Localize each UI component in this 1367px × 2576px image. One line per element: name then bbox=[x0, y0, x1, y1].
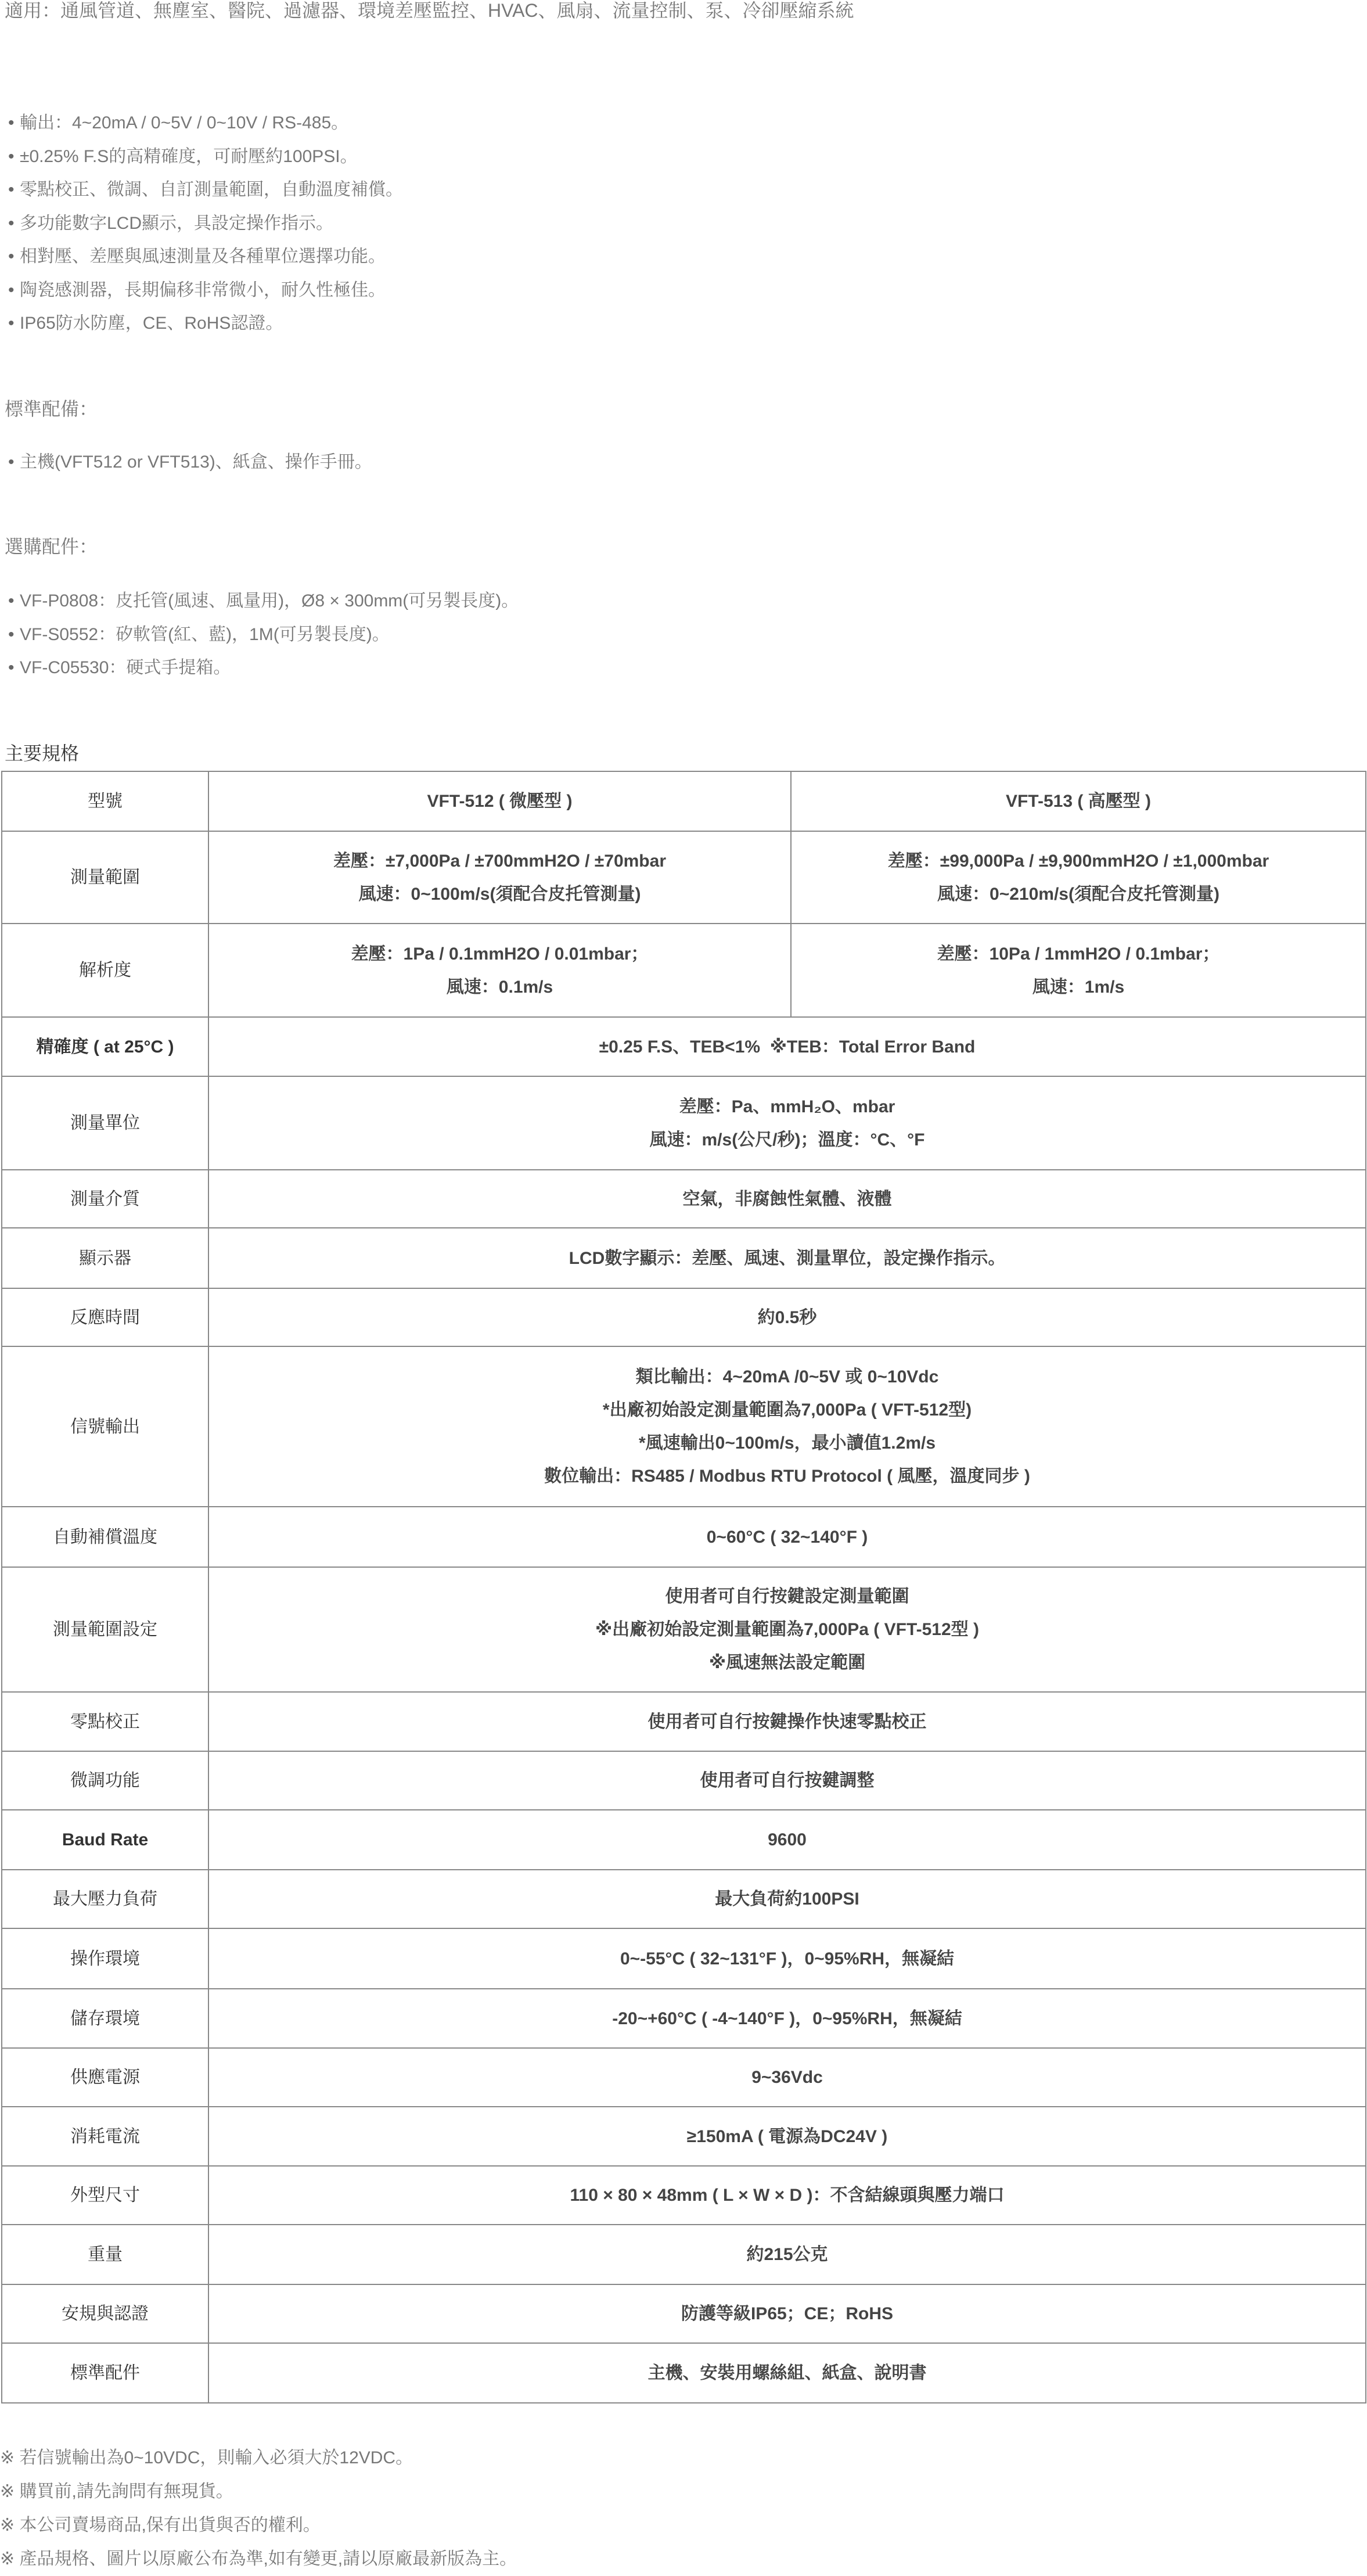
spec-line: *出廠初始設定測量範圍為7,000Pa ( VFT-512型) bbox=[602, 1400, 972, 1420]
spec-label: 顯示器 bbox=[2, 1228, 208, 1288]
spec-label: 外型尺寸 bbox=[2, 2166, 208, 2225]
table-row bbox=[2, 1751, 1366, 1810]
spec-label: 安規與認證 bbox=[2, 2284, 208, 2343]
feature-item: • IP65防水防塵，CE、RoHS認證。 bbox=[8, 307, 403, 340]
spec-line: 差壓：Pa、mmH₂O、mbar bbox=[679, 1097, 895, 1116]
spec-label: 消耗電流 bbox=[2, 2107, 208, 2166]
spec-line: 差壓：10Pa / 1mmH2O / 0.1mbar； bbox=[937, 944, 1220, 964]
spec-value bbox=[208, 2225, 1366, 2284]
spec-label: 測量範圍 bbox=[2, 831, 208, 924]
spec-line: 9~36Vdc bbox=[751, 2068, 823, 2087]
table-row bbox=[2, 1288, 1366, 1346]
spec-line: 差壓：1Pa / 0.1mmH2O / 0.01mbar； bbox=[351, 944, 649, 964]
spec-label: 重量 bbox=[2, 2225, 208, 2284]
spec-value bbox=[208, 1170, 1366, 1228]
table-row bbox=[2, 2048, 1366, 2107]
model-header: VFT-512 ( 微壓型 ) bbox=[208, 771, 791, 831]
applications-text: 適用：通風管道、無塵室、醫院、過濾器、環境差壓監控、HVAC、風扇、流量控制、泵、冷卻壓縮系統 bbox=[5, 0, 854, 21]
spec-value bbox=[208, 1346, 1366, 1507]
table-row bbox=[2, 1870, 1366, 1928]
spec-label: 型號 bbox=[2, 771, 208, 831]
specifications-table bbox=[1, 771, 1366, 2403]
footnote: ※ 若信號輸出為0~10VDC，則輸入必須大於12VDC。 bbox=[0, 2448, 413, 2467]
spec-value bbox=[208, 1810, 1366, 1870]
footnote: ※ 購買前,請先詢問有無現貨。 bbox=[0, 2482, 233, 2501]
spec-value bbox=[208, 1567, 1366, 1692]
spec-label: 自動補償溫度 bbox=[2, 1507, 208, 1567]
spec-value bbox=[208, 2107, 1366, 2166]
spec-line: ※風速無法設定範圍 bbox=[708, 1653, 866, 1672]
feature-item: • 多功能數字LCD顯示，具設定操作指示。 bbox=[8, 207, 403, 240]
table-row bbox=[2, 2107, 1366, 2166]
optional-accessories-list bbox=[8, 584, 519, 685]
spec-line: 使用者可自行按鍵調整 bbox=[700, 1771, 875, 1790]
spec-value bbox=[208, 1870, 1366, 1928]
spec-value bbox=[791, 924, 1366, 1017]
spec-line: 風速：0.1m/s bbox=[446, 977, 553, 997]
spec-value bbox=[208, 1507, 1366, 1567]
spec-line: 風速：1m/s bbox=[1032, 977, 1125, 997]
spec-label: 測量範圍設定 bbox=[2, 1567, 208, 1692]
spec-line: 9600 bbox=[768, 1830, 807, 1849]
spec-value bbox=[208, 1928, 1366, 1989]
spec-line: 最大負荷約100PSI bbox=[715, 1889, 859, 1909]
spec-value bbox=[791, 831, 1366, 924]
spec-value bbox=[208, 1288, 1366, 1346]
spec-label: 標準配件 bbox=[2, 2343, 208, 2403]
spec-label: 測量單位 bbox=[2, 1076, 208, 1170]
spec-line: 主機、安裝用螺絲組、紙盒、說明書 bbox=[647, 2363, 927, 2383]
standard-equipment-item: • 主機(VFT512 or VFT513)、紙盒、操作手冊。 bbox=[8, 445, 372, 479]
spec-label: 零點校正 bbox=[2, 1692, 208, 1751]
spec-line: 風速：0~100m/s(須配合皮托管測量) bbox=[358, 884, 641, 904]
feature-item: • 陶瓷感測器，長期偏移非常微小，耐久性極佳。 bbox=[8, 274, 403, 307]
spec-line: 差壓：±7,000Pa / ±700mmH2O / ±70mbar bbox=[333, 851, 666, 871]
spec-value bbox=[208, 924, 791, 1017]
spec-label: 信號輸出 bbox=[2, 1346, 208, 1507]
spec-value bbox=[208, 1228, 1366, 1288]
spec-line: LCD數字顯示：差壓、風速、測量單位，設定操作指示。 bbox=[569, 1248, 1006, 1268]
table-row bbox=[2, 771, 1366, 831]
table-row bbox=[2, 1228, 1366, 1288]
spec-value bbox=[208, 1751, 1366, 1810]
spec-line: 風速：0~210m/s(須配合皮托管測量) bbox=[937, 884, 1219, 904]
spec-line: 防護等級IP65；CE；RoHS bbox=[681, 2304, 894, 2323]
spec-line: 空氣，非腐蝕性氣體、液體 bbox=[682, 1189, 892, 1209]
footnote: ※ 本公司賣場商品,保有出貨與否的權利。 bbox=[0, 2516, 321, 2535]
spec-label: 微調功能 bbox=[2, 1751, 208, 1810]
table-row bbox=[2, 1170, 1366, 1228]
spec-value bbox=[208, 1692, 1366, 1751]
table-row bbox=[2, 1567, 1366, 1692]
table-row bbox=[2, 2343, 1366, 2403]
footnotes bbox=[0, 2441, 517, 2576]
spec-line: ※出廠初始設定測量範圍為7,000Pa ( VFT-512型 ) bbox=[595, 1620, 979, 1639]
optional-accessories-heading: 選購配件： bbox=[5, 536, 98, 557]
spec-label: Baud Rate bbox=[2, 1810, 208, 1870]
spec-label: 儲存環境 bbox=[2, 1989, 208, 2048]
optional-accessory-item: • VF-C05530：硬式手提箱。 bbox=[8, 651, 519, 685]
table-row bbox=[2, 1989, 1366, 2048]
spec-value bbox=[208, 2284, 1366, 2343]
feature-item: • 輸出：4~20mA / 0~5V / 0~10V / RS-485。 bbox=[8, 106, 403, 140]
optional-accessory-item: • VF-S0552：矽軟管(紅、藍)，1M(可另製長度)。 bbox=[8, 618, 519, 652]
table-row bbox=[2, 831, 1366, 924]
spec-line: 0~60°C ( 32~140°F ) bbox=[706, 1527, 868, 1547]
spec-line: ≥150mA ( 電源為DC24V ) bbox=[686, 2126, 888, 2146]
spec-value bbox=[208, 1076, 1366, 1170]
optional-accessory-item: • VF-P0808：皮托管(風速、風量用)，Ø8 × 300mm(可另製長度)。 bbox=[8, 584, 519, 618]
spec-value bbox=[208, 1989, 1366, 2048]
feature-item: • ±0.25% F.S的高精確度，可耐壓約100PSI。 bbox=[8, 140, 403, 174]
spec-value bbox=[208, 2343, 1366, 2403]
spec-line: 0~-55°C ( 32~131°F )，0~95%RH，無凝結 bbox=[620, 1949, 955, 1968]
spec-value bbox=[208, 2048, 1366, 2107]
standard-equipment-list bbox=[8, 445, 372, 479]
spec-line: -20~+60°C ( -4~140°F )，0~95%RH，無凝結 bbox=[612, 2009, 962, 2028]
table-row bbox=[2, 924, 1366, 1017]
spec-value bbox=[208, 831, 791, 924]
spec-line: 使用者可自行按鍵設定測量範圍 bbox=[665, 1587, 909, 1606]
spec-label: 供應電源 bbox=[2, 2048, 208, 2107]
footnote: ※ 產品規格、圖片以原廠公布為準,如有變更,請以原廠最新版為主。 bbox=[0, 2549, 517, 2568]
feature-item: • 零點校正、微調、自訂測量範圍，自動溫度補償。 bbox=[8, 173, 403, 207]
spec-value bbox=[208, 1017, 1366, 1076]
spec-line: 使用者可自行按鍵操作快速零點校正 bbox=[647, 1712, 927, 1731]
standard-equipment-heading: 標準配備： bbox=[5, 398, 98, 419]
spec-line: 數位輸出：RS485 / Modbus RTU Protocol ( 風壓，溫度同步 ) bbox=[544, 1467, 1030, 1486]
spec-line: 差壓：±99,000Pa / ±9,900mmH2O / ±1,000mbar bbox=[887, 851, 1269, 871]
spec-line: 約0.5秒 bbox=[757, 1307, 817, 1327]
table-row bbox=[2, 1076, 1366, 1170]
spec-label: 反應時間 bbox=[2, 1288, 208, 1346]
feature-list bbox=[8, 106, 403, 340]
table-row bbox=[2, 2225, 1366, 2284]
spec-label: 測量介質 bbox=[2, 1170, 208, 1228]
spec-line: 110 × 80 × 48mm ( L × W × D )：不含結線頭與壓力端口 bbox=[570, 2186, 1005, 2205]
table-row bbox=[2, 1507, 1366, 1567]
table-row bbox=[2, 1346, 1366, 1507]
table-row bbox=[2, 1692, 1366, 1751]
table-row bbox=[2, 1017, 1366, 1076]
spec-line: *風速輸出0~100m/s，最小讀值1.2m/s bbox=[638, 1433, 936, 1453]
spec-line: 類比輸出：4~20mA /0~5V 或 0~10Vdc bbox=[635, 1367, 939, 1386]
spec-label: 解析度 bbox=[2, 924, 208, 1017]
spec-label: 操作環境 bbox=[2, 1928, 208, 1989]
spec-line: 約215公克 bbox=[746, 2245, 828, 2264]
table-row bbox=[2, 2284, 1366, 2343]
table-row bbox=[2, 2166, 1366, 2225]
specifications-heading: 主要規格 bbox=[5, 743, 80, 764]
spec-value bbox=[208, 2166, 1366, 2225]
table-row bbox=[2, 1810, 1366, 1870]
spec-line: 風速：m/s(公尺/秒)；溫度：°C、°F bbox=[649, 1130, 925, 1149]
spec-line: ±0.25 F.S、TEB<1% ※TEB：Total Error Band bbox=[599, 1037, 976, 1057]
model-header: VFT-513 ( 高壓型 ) bbox=[791, 771, 1366, 831]
table-row bbox=[2, 1928, 1366, 1989]
feature-item: • 相對壓、差壓與風速測量及各種單位選擇功能。 bbox=[8, 240, 403, 274]
spec-label: 精確度 ( at 25°C ) bbox=[2, 1017, 208, 1076]
spec-label: 最大壓力負荷 bbox=[2, 1870, 208, 1928]
